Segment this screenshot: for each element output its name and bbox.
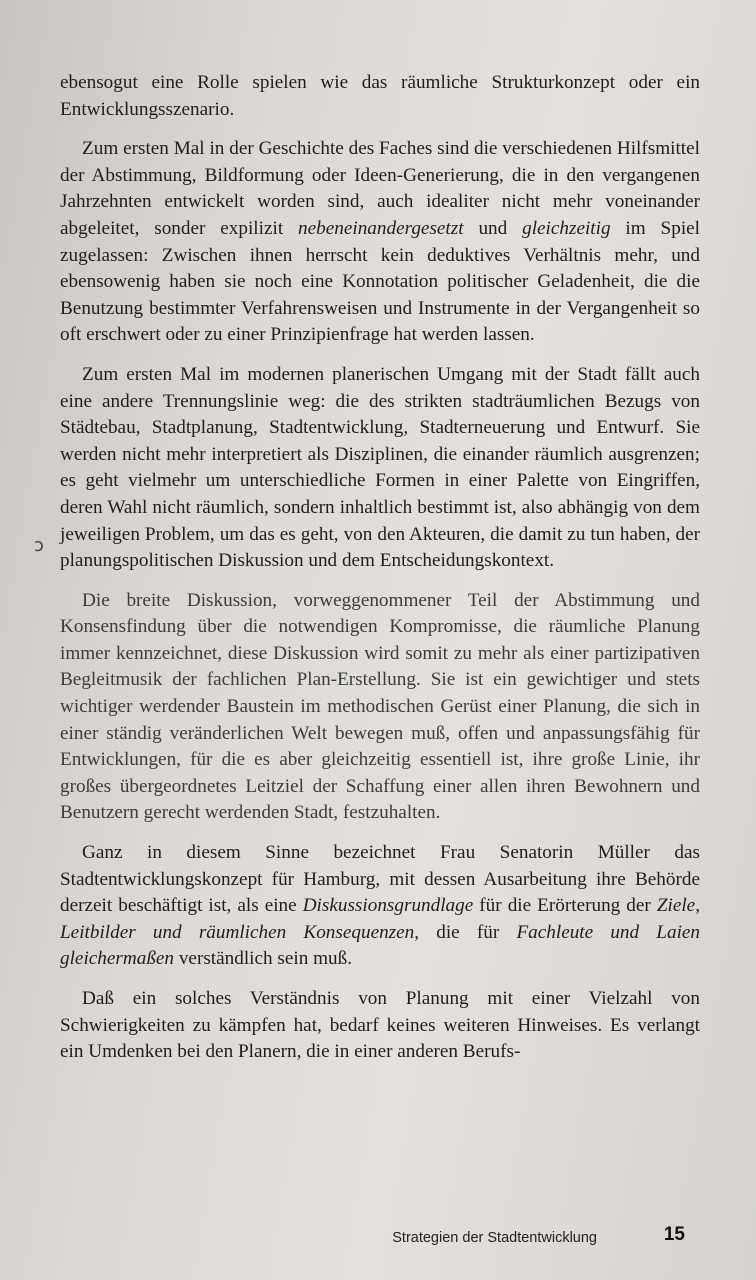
body-paragraph: [60, 840, 700, 973]
italic-phrase: Diskussionsgrundlage: [302, 895, 474, 917]
text-run: Ganz in diesem Sinne bezeichnet Frau Senatorin Müller das Stadtentwicklungskonzept für Hamburg, mit dessen Ausarbeitung ihre Behörde derzeit beschäftigt ist, als eine: [60, 842, 700, 917]
text-run: Zum ersten Mal im modernen planerischen Umgang mit der Stadt fällt auch eine andere Trennungslinie weg: die des strikten stadträumlichen Bezugs von Städtebau, Stadtplanung, Stadtentwicklung, Stadterneuerung und Entwurf. Sie werden nicht mehr interpretiert als Disziplinen, die einander räumlich ausgrenzen; es geht vielmehr um unterschiedliche Formen in einer Palette von Eingriffen, deren Wahl nicht räumlich, sondern inhaltlich bestimmt ist, also abhängig von dem jeweiligen Problem, um das es geht, von den Akteuren, die damit zu tun haben, der planungspolitischen Diskussion und dem Entscheidungskontext.: [60, 363, 700, 572]
italic-phrase: Ziele, Leitbilder und räumlichen Konsequenzen: [60, 895, 700, 943]
text-run: und: [463, 217, 523, 239]
page-number: 15: [663, 1224, 685, 1245]
running-head: Strategien der Stadtentwicklung: [392, 1230, 597, 1246]
text-run: ebensogut eine Rolle spielen wie das räumliche Strukturkonzept oder ein Entwicklungsszenario.: [60, 72, 700, 120]
text-run: verständlich sein muß.: [174, 948, 353, 970]
body-paragraph: [60, 986, 700, 1066]
italic-phrase: gleichzeitig: [522, 217, 611, 239]
text-run: für die Erörterung der: [473, 895, 657, 917]
margin-pencil-mark: ↄ: [34, 535, 44, 556]
text-run: Daß ein solches Verständnis von Planung mit einer Vielzahl von Schwierigkeiten zu kämpfen hat, bedarf keines weiteren Hinweises. Es verlangt ein Umdenken bei den Planern, die in einer anderen Berufs-: [60, 988, 700, 1063]
text-run: , die für: [414, 921, 517, 943]
page-footer: [60, 1222, 685, 1252]
body-paragraph: [60, 136, 700, 349]
italic-phrase: Fachleute und Laien gleichermaßen: [60, 921, 701, 970]
body-paragraph: [60, 362, 700, 575]
text-run: Die breite Diskussion, vorweggenommener Teil der Abstimmung und Konsensfindung über die notwendigen Kompromisse, die räumliche Planung immer kennzeichnet, diese Diskussion wird somit zu mehr als einer partizipativen Begleitmusik der fachlichen Plan-Erstellung. Sie ist ein gewichtiger und stets wichtiger werdender Baustein im methodischen Gerüst einer Planung, die sich in einer ständig veränderlichen Welt bewegen muß, offen und anpassungsfähig für Entwicklungen, für die es aber gleichzeitig essentiell ist, ihre große Linie, ihr großes übergeordnetes Leitziel der Schaffung einer allen ihren Bewohnern und Benutzern gerecht werdenden Stadt, festzuhalten.: [60, 589, 700, 824]
body-paragraph: [60, 70, 700, 123]
body-paragraph: [60, 588, 700, 827]
text-run: im Spiel zugelassen: Zwischen ihnen herrscht kein deduktives Verhältnis mehr, und ebensowenig haben sie noch eine Konnotation politischer Geladenheit, die die Benutzung bestimmter Verfahrensweisen und Instrumente in der Vergangenheit so oft erschwert oder zu einer Prinzipienfrage hat werden lassen.: [60, 217, 700, 346]
text-run: Zum ersten Mal in der Geschichte des Faches sind die verschiedenen Hilfsmittel der Abstimmung, Bildformung oder Ideen-Generierung, die in den vergangenen Jahrzehnten entwickelt worden sind, auch idealiter nicht mehr voneinander abgeleitet, sonder expilizit: [60, 138, 700, 239]
page-body: [60, 70, 700, 1079]
italic-phrase: nebeneinandergesetzt: [298, 217, 464, 239]
